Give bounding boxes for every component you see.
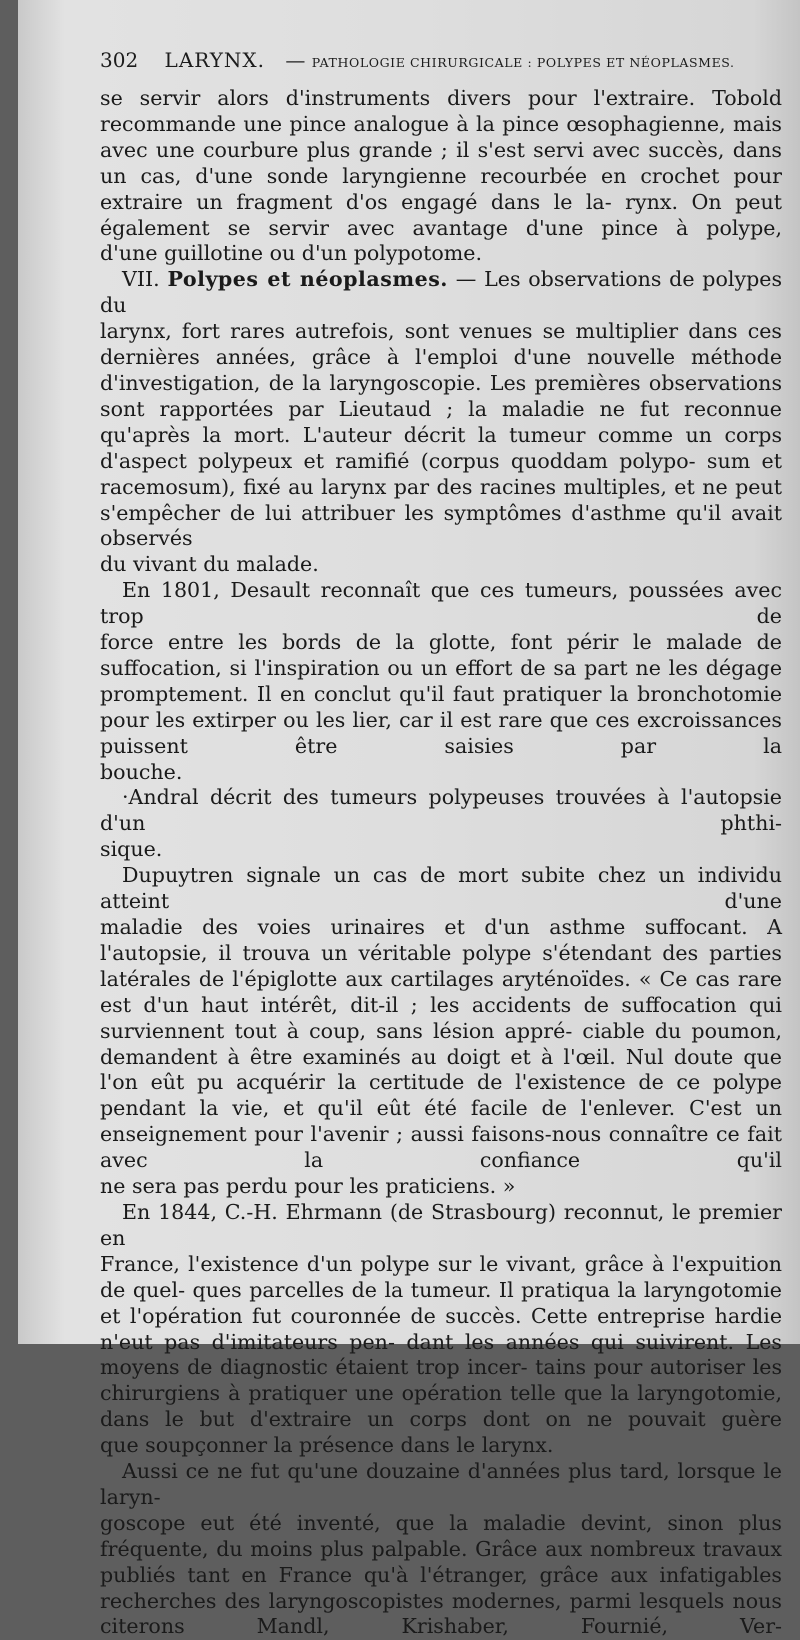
paragraph	[100, 915, 782, 1174]
page-number: 302	[100, 48, 139, 72]
text-line: dant les années qui suivirent. Les moyens de diagnostic étaient trop incer-	[100, 1329, 782, 1380]
text-line: d'une guillotine ou d'un polypotome.	[100, 241, 483, 266]
running-header	[100, 48, 780, 76]
text-line: Dupuytren signale un cas de mort subite chez un individu atteint d'une	[100, 863, 782, 914]
header-dash: —	[285, 48, 306, 72]
section-title: Polypes et néoplasmes.	[167, 267, 448, 292]
paragraph	[100, 1459, 782, 1511]
paragraph	[100, 630, 782, 760]
paragraph-end	[100, 1174, 782, 1200]
text-line: bouche.	[100, 759, 183, 784]
header-title: LARYNX.	[164, 48, 266, 72]
header-subtitle: PATHOLOGIE CHIRURGICALE : POLYPES ET NÉOPLASMES.	[311, 55, 735, 70]
text-line: l'inspiration ou un effort de sa part ne les dégage promptement. Il	[100, 655, 783, 706]
text-line: Aussi ce ne fut qu'une douzaine d'années plus tard, lorsque le laryn-	[100, 1459, 782, 1509]
text-line: s'empêcher de lui attribuer les symptômes d'asthme qu'il avait observés	[100, 500, 782, 551]
text-line: aux cartilages aryténoïdes. « Ce cas rare est d'un haut intérêt, dit-il ; les	[100, 966, 782, 1017]
text-line: En 1844, C.-H. Ehrmann (de Strasbourg) reconnut, le premier en	[100, 1199, 782, 1250]
text-line: du vivant du malade.	[100, 552, 319, 577]
text-line: une pince analogue à la pince œsophagienne, mais avec une courbure plus	[100, 111, 783, 162]
text-line: qu'à l'étranger, grâce aux infatigables recherches des laryngoscopistes	[100, 1562, 782, 1613]
text-line: trouva un véritable polype s'étendant des parties latérales de l'épiglotte	[100, 940, 782, 991]
text-line: larynx, fort rares autrefois, sont venues se multiplier dans ces dernières	[100, 319, 782, 370]
paragraph-end	[100, 241, 782, 267]
paragraph-end	[100, 1433, 782, 1459]
section-number: VII.	[122, 267, 160, 292]
text-line: recourbée en crochet pour extraire un fragment d'os engagé dans le la-	[100, 163, 783, 214]
paragraph	[100, 1252, 782, 1433]
text-line: rynx. On peut également se servir avec avantage d'une pince à polype,	[100, 189, 782, 240]
text-line: années, grâce à l'emploi d'une nouvelle méthode d'investigation, de la	[100, 345, 783, 395]
text-line: comme un corps d'aspect polypeux et ramifié (corpus quoddam polypo-	[100, 422, 783, 473]
text-line: sique.	[100, 837, 163, 862]
book-page	[18, 0, 800, 1639]
text-line: sum et racemosum), fixé au larynx par des racines multiples, et ne peut	[100, 448, 783, 499]
text-line: accidents de suffocation qui surviennent tout à coup, sans lésion appré-	[100, 992, 782, 1043]
text-line: les lier, car il est rare que ces excroissances puissent être saisies par la	[100, 707, 782, 758]
paragraph-end	[100, 837, 782, 863]
text-line: que soupçonner la présence dans le larynx.	[100, 1433, 554, 1458]
page-body	[100, 86, 782, 1640]
text-line: Les observations de polypes du	[100, 267, 783, 318]
text-line: France, l'existence d'un polype sur le vivant, grâce à l'expuition de quel-	[100, 1251, 782, 1302]
text-line: maladie des voies urinaires et d'un asthme suffocant. A l'autopsie, il	[100, 915, 782, 965]
text-line: force entre les bords de la glotte, font périr le malade de suffocation, si	[100, 630, 782, 680]
paragraph	[100, 785, 782, 837]
text-line: se servir alors d'instruments divers pour l'extraire. Tobold recommande	[100, 86, 782, 136]
paragraph	[100, 578, 782, 630]
text-line: doute que l'on eût pu acquérir la certitude de l'existence de ce polype	[100, 1044, 782, 1095]
text-line: en conclut qu'il faut pratiquer la bronchotomie pour les extirper ou	[100, 681, 783, 732]
text-line: En 1801, Desault reconnaît que ces tumeurs, poussées avec trop de	[100, 578, 782, 629]
text-line: ciable du poumon, demandent à être examinés au doigt et à l'œil. Nul	[100, 1018, 782, 1069]
section-heading-line	[100, 267, 782, 319]
paragraph	[100, 86, 782, 241]
text-line: pendant la vie, et qu'il eût été facile de l'enlever. C'est un enseignement	[100, 1096, 782, 1147]
text-line: ·Andral décrit des tumeurs polypeuses trouvées à l'autopsie d'un phthi-	[100, 785, 782, 836]
paragraph-end	[100, 552, 782, 578]
text-line: la laryngotomie, dans le but d'extraire un corps dont on ne pouvait guère	[100, 1381, 782, 1432]
paragraph-end	[100, 760, 782, 786]
text-line: goscope eut été inventé, que la maladie devint, sinon plus fréquente, du	[100, 1510, 782, 1561]
section-dash: —	[455, 267, 477, 292]
text-line: ques parcelles de la tumeur. Il pratiqua la laryngotomie et l'opération fut	[100, 1277, 782, 1328]
paragraph	[100, 863, 782, 915]
text-line: la maladie ne fut reconnue qu'après la mort. L'auteur décrit la tumeur	[100, 396, 782, 447]
text-line: couronnée de succès. Cette entreprise hardie n'eut pas d'imitateurs pen-	[100, 1303, 783, 1354]
text-line: laryngoscopie. Les premières observations sont rapportées par Lieutaud ;	[100, 370, 783, 421]
paragraph	[100, 1511, 782, 1640]
text-line: tains pour autoriser les chirurgiens à pratiquer une opération telle que	[100, 1355, 783, 1406]
text-line: moins plus palpable. Grâce aux nombreux travaux publiés tant en France	[100, 1536, 782, 1587]
text-line: pour l'avenir ; aussi faisons-nous connaître ce fait avec la confiance qu'il	[100, 1122, 783, 1173]
text-line: grande ; il s'est servi avec succès, dans un cas, d'une sonde laryngienne	[100, 137, 782, 188]
text-line: modernes, parmi lesquels nous citerons Mandl, Krishaber, Fournié, Ver-	[100, 1588, 782, 1639]
paragraph	[100, 1200, 782, 1252]
text-line: ne sera pas perdu pour les praticiens. »	[100, 1174, 516, 1199]
paragraph	[100, 319, 782, 552]
